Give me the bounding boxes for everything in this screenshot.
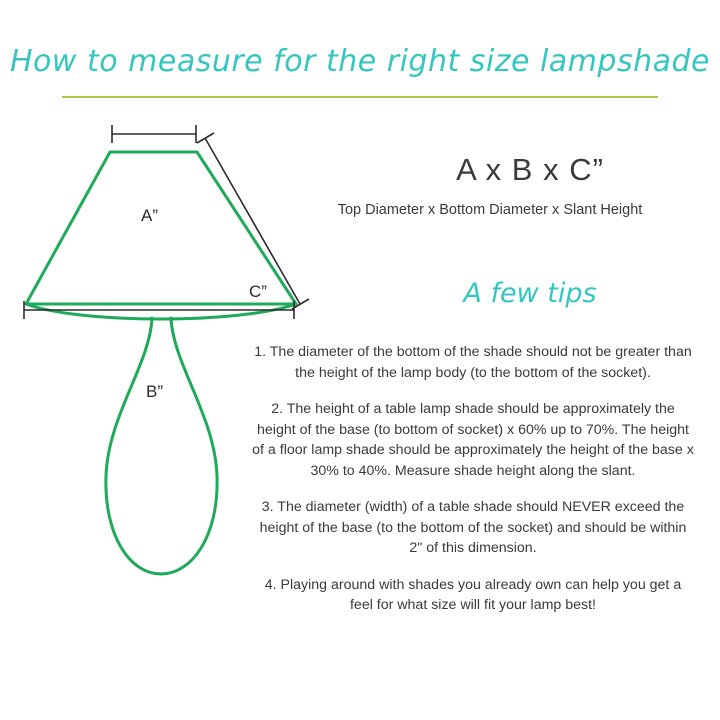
slant-height-dimension-line xyxy=(205,138,300,304)
tip-item: 3. The diameter (width) of a table shade should NEVER exceed the height of the base (to the bottom of the socket) and should be within 2" of this dimension. xyxy=(259,499,687,556)
lampshade-bottom-curve xyxy=(26,304,296,319)
tips-heading: A few tips xyxy=(463,278,597,309)
formula-equation: A x B x C” xyxy=(456,152,604,187)
slant-height-tick-top xyxy=(197,133,214,143)
tip-item: 2. The height of a table lamp shade should be approximately the height of the base (to bottom of socket) x 60% up to 70%. The height of a floor lamp shade should be approximately the height of the base x 30% to 40%. Measure shade height along the slant. xyxy=(252,401,694,479)
slant-height-label: C” xyxy=(249,282,267,301)
tips-list xyxy=(252,342,694,616)
top-diameter-label: A” xyxy=(141,206,158,225)
bottom-diameter-label: B” xyxy=(146,382,163,401)
tip-item: 1. The diameter of the bottom of the shade should not be greater than the height of the lamp body (to the bottom of the socket). xyxy=(254,344,692,381)
formula-description: Top Diameter x Bottom Diameter x Slant Height xyxy=(337,202,643,218)
lamp-base-shape xyxy=(106,318,217,574)
page-title: How to measure for the right size lampshade xyxy=(10,44,710,79)
tip-item: 4. Playing around with shades you already own can help you get a feel for what size will fit your lamp best! xyxy=(264,576,682,613)
